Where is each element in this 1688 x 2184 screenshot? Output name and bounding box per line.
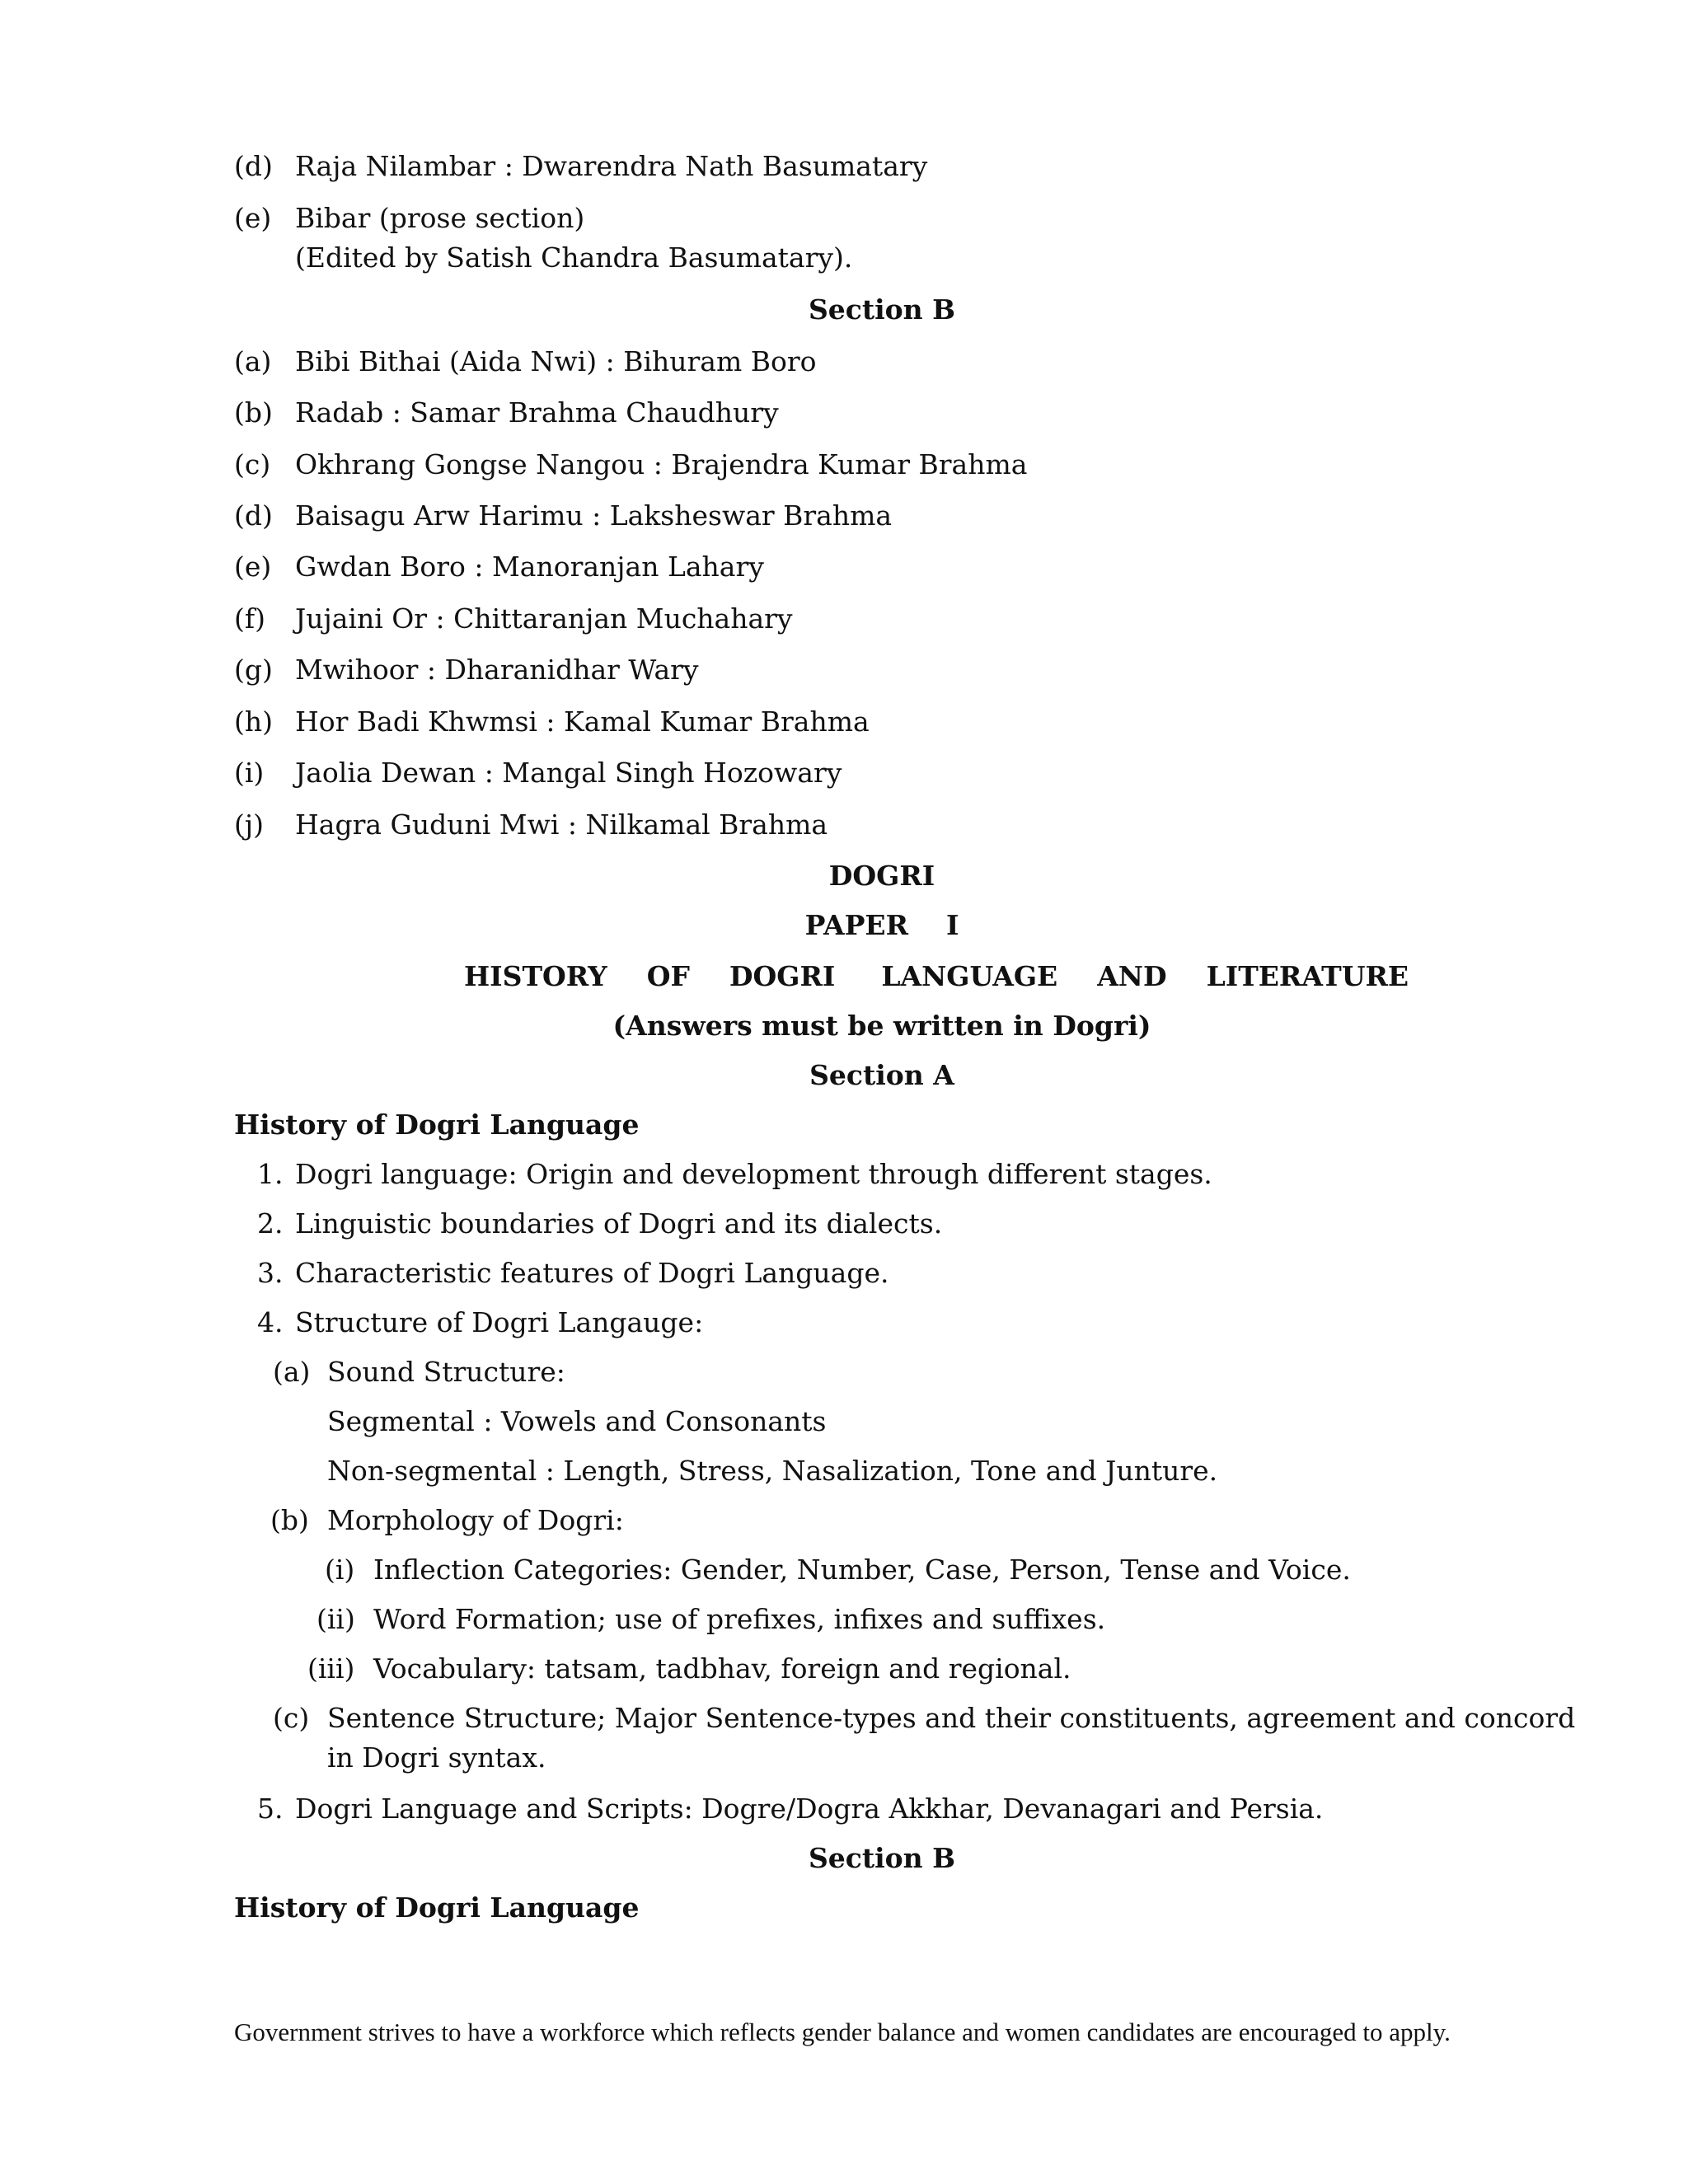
item-number: 5. [257, 1793, 284, 1825]
item-label: (iii) [307, 1652, 355, 1685]
item-label: (a) [273, 1356, 311, 1388]
item-number: 2. [257, 1207, 284, 1240]
subheading: History of Dogri Language [234, 1891, 640, 1924]
heading-word: LANGUAGE [881, 960, 1058, 992]
section-b-heading-dogri: Section B [808, 1842, 956, 1874]
item-label: (c) [234, 448, 271, 480]
item-text: Baisagu Arw Harimu : Laksheswar Brahma [295, 499, 893, 532]
language-title: DOGRI [828, 860, 935, 892]
item-text: Raja Nilambar : Dwarendra Nath Basumatary [295, 150, 928, 182]
item-label: (a) [234, 345, 272, 377]
item-label: (b) [234, 396, 273, 429]
item-text-continued: in Dogri syntax. [327, 1741, 546, 1774]
heading-word: AND [1097, 960, 1167, 992]
item-text: Morphology of Dogri: [327, 1504, 624, 1536]
item-text: Sentence Structure; Major Sentence-types and their constituents, agreement and concord [327, 1702, 1576, 1734]
item-text: Mwihoor : Dharanidhar Wary [295, 654, 699, 686]
item-number: 3. [257, 1257, 284, 1289]
item-text: Linguistic boundaries of Dogri and its dialects. [295, 1207, 943, 1240]
paper-heading [464, 960, 1409, 992]
item-text: Inflection Categories: Gender, Number, Case, Person, Tense and Voice. [373, 1554, 1351, 1586]
item-text: Hor Badi Khwmsi : Kamal Kumar Brahma [295, 705, 870, 738]
item-text: Structure of Dogri Langauge: [295, 1306, 704, 1338]
item-label: (b) [270, 1504, 309, 1536]
item-label: (c) [273, 1702, 310, 1734]
item-label: (ii) [316, 1603, 355, 1635]
item-label: (d) [234, 150, 273, 182]
item-number: 1. [257, 1158, 284, 1190]
item-text: Dogri Language and Scripts: Dogre/Dogra Akkhar, Devanagari and Persia. [295, 1793, 1324, 1825]
instruction: (Answers must be written in Dogri) [612, 1010, 1151, 1042]
heading-word: HISTORY [464, 960, 607, 992]
item-text: Jaolia Dewan : Mangal Singh Hozowary [295, 757, 842, 789]
paper-title: PAPER I [804, 909, 959, 941]
section-b-heading: Section B [808, 293, 956, 326]
item-text: Sound Structure: [327, 1356, 565, 1388]
item-label: (g) [234, 654, 273, 686]
heading-word: OF [646, 960, 690, 992]
item-label: (e) [234, 202, 272, 234]
item-text: Dogri language: Origin and development through different stages. [295, 1158, 1212, 1190]
item-detail: Segmental : Vowels and Consonants [327, 1405, 827, 1437]
item-detail: Non-segmental : Length, Stress, Nasalization, Tone and Junture. [327, 1455, 1218, 1487]
item-label: (e) [234, 551, 272, 583]
item-text: Characteristic features of Dogri Language. [295, 1257, 889, 1289]
page-footer: Government strives to have a workforce which reflects gender balance and women candidates are encouraged to apply. [234, 2018, 1451, 2046]
item-text-continued: (Edited by Satish Chandra Basumatary). [295, 241, 853, 274]
item-text: Bibar (prose section) [295, 202, 585, 234]
item-label: (d) [234, 499, 273, 532]
item-text: Bibi Bithai (Aida Nwi) : Bihuram Boro [295, 345, 817, 377]
item-label: (j) [234, 808, 264, 841]
item-label: (f) [234, 602, 265, 635]
item-text: Vocabulary: tatsam, tadbhav, foreign and regional. [373, 1652, 1071, 1685]
item-number: 4. [257, 1306, 284, 1338]
item-text: Okhrang Gongse Nangou : Brajendra Kumar Brahma [295, 448, 1028, 480]
item-text: Hagra Guduni Mwi : Nilkamal Brahma [295, 808, 828, 841]
item-label: (h) [234, 705, 274, 738]
item-text: Word Formation; use of prefixes, infixes and suffixes. [373, 1603, 1106, 1635]
item-label: (i) [325, 1554, 355, 1586]
item-text: Gwdan Boro : Manoranjan Lahary [295, 551, 764, 583]
item-text: Jujaini Or : Chittaranjan Muchahary [295, 602, 793, 635]
heading-word: LITERATURE [1206, 960, 1409, 992]
item-text: Radab : Samar Brahma Chaudhury [295, 396, 779, 429]
item-label: (i) [234, 757, 265, 789]
heading-word: DOGRI [729, 960, 836, 992]
section-a-heading: Section A [809, 1059, 954, 1091]
subheading: History of Dogri Language [234, 1108, 640, 1141]
